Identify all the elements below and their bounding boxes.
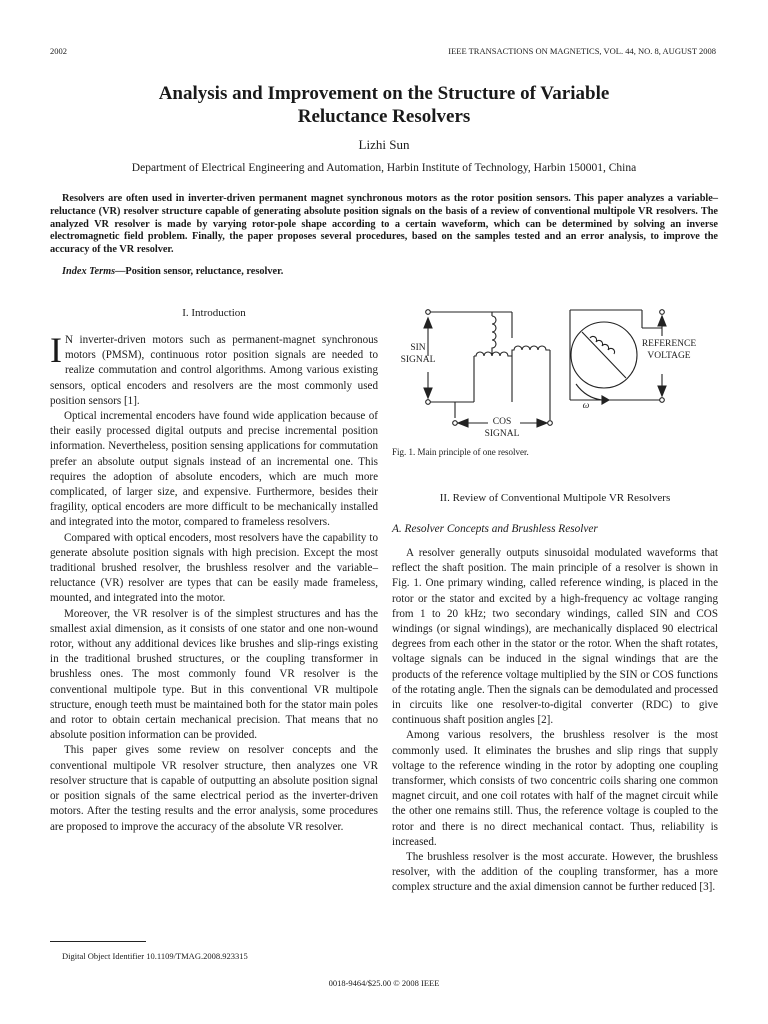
section1-heading: I. Introduction [182, 307, 246, 319]
omega-label: ω [582, 401, 590, 411]
paper-title-line2: Reluctance Resolvers [297, 106, 471, 127]
sin-arrowhead-down [424, 388, 432, 398]
ref-label-2: VOLTAGE [647, 351, 691, 361]
left-column [50, 330, 378, 835]
cos-arrowhead-left [458, 419, 468, 427]
sin-label-2: SIGNAL [400, 355, 436, 365]
copyright-footer: 0018-9464/$25.00 © 2008 IEEE [328, 978, 440, 988]
section2-subheading: A. Resolver Concepts and Brushless Resolver [392, 523, 598, 535]
section2-paragraph-1: A resolver generally outputs sinusoidal modulated waveforms that reflect the shaft position. The main principle of a resolver is shown in Fig. 1. One primary winding, called reference winding, is placed in the rotor or the stator and excited by a high-frequency ac voltage ranging from 1 to 20 kHz; two secondary windings, called SIN and COS windings (or signal windings), are mechanically displaced 90 electrical degrees from each other in the stator or the rotor. When the shaft rotates, voltage signals can be induced in the signal windings that are the products of the reference voltage multiplied by the SIN or COS functions of the rotating angle. Then the signals can be demodulated and processed in circuits like one resolver-to-digital converter (RDC) to give continuous shaft position angles [2]. [392, 547, 718, 727]
section2-paragraph-3: The brushless resolver is the most accurate. However, the brushless resolver, with the addition of the coupling transformer, has a more complex structure and the axial dimension cannot be further reduced [3]. [392, 851, 718, 894]
ref-arrowhead-up [658, 316, 666, 326]
terminal-sin-top [426, 310, 431, 315]
journal-header: IEEE TRANSACTIONS ON MAGNETICS, VOL. 44, NO. 8, AUGUST 2008 [448, 46, 716, 56]
abstract: Resolvers are often used in inverter-driven permanent magnet synchronous motors as the rotor position sensors. This paper analyzes a variable–reluctance (VR) resolver structure capable of generating absolute position signals on the basis of a review of conventional multipole VR resolvers. The analyzed VR resolver is made by varying rotor-pole shape according to a certain waveform, which can be determined by solving an inverse electromagnetic field problem. Finally, the paper proposes several procedures, based on the samples tested and an error analysis, to improve the accuracy of the VR resolver. [50, 193, 718, 256]
figure-1-caption: Fig. 1. Main principle of one resolver. [392, 447, 529, 457]
section1-paragraph-2: Optical incremental encoders have found wide application because of their easily processed digital outputs and precise incremental position information. Nevertheless, position sensing applications for commutation prefer an absolute output signals instead of an incremental one. This requires the adoption of absolute encoders, which are much more complicated, of larger size, and expensive. Furthermore, besides their fragility, optical encoders are more difficult to be mechanically installed and integrated into the motor, compared to frameless resolvers. [50, 410, 378, 529]
section1-paragraph-4: Moreover, the VR resolver is of the simplest structures and has the smallest axial dimension, as it consists of one stator and one non-wound rotor, without any additional devices like brushes and slip-rings existing in the traditional brushed structures, or the coupling transformer in brushless ones. The most commonly found VR resolver is the conventional multipole type. But in this conventional VR multipole structure, enough teeth must be maintained both for the stator main poles and rotor to obtain certain mechanical precision. That means that no absolute position information can be provided. [50, 607, 378, 742]
footnote-rule [50, 941, 146, 942]
figure-1-resolver-diagram [392, 298, 722, 440]
cos-label-2: SIGNAL [484, 429, 520, 439]
rotor-winding [590, 336, 615, 354]
cos-coil [512, 346, 550, 356]
author: Lizhi Sun [358, 137, 410, 152]
sin-arrowhead-up [424, 318, 432, 328]
terminal-sin-bottom [426, 400, 431, 405]
cos-label-1: COS [492, 417, 512, 427]
index-terms [62, 266, 283, 277]
section1-paragraph-1-text: N inverter-driven motors such as permanent-magnet synchronous motors (PMSM), continuous rotor position signals are needed to realize commutation and control algorithms. Among various existing sensors, optical encoders and resolvers are the most commonly used position sensors [1]. [50, 334, 378, 407]
section2-paragraph-2: Among various resolvers, the brushless resolver is the most commonly used. It eliminates the brushes and slip rings that supply voltage to the reference winding in the rotor by adopting one coupling transformer, which consists of two concentric coils sharing one common magnet circuit, and one coil rotates with half of the magnet circuit while the other one remains still. Thus, the reference voltage is coupled to the rotor and there is no direct mechanical contact. Thus, reliability is increased. [392, 729, 718, 848]
rotation-arc [576, 384, 602, 400]
footnote-doi: Digital Object Identifier 10.1109/TMAG.2008.923315 [62, 951, 248, 961]
ref-label-1: REFERENCE [641, 339, 697, 349]
section1-paragraph-3: Compared with optical encoders, most resolvers have the capability to generate absolute position signals with high precision. Except the most traditional brushed resolver, the brushless resolver and the variable–reluctance (VR) resolver are types that can be easily made frameless, mounted, and integrated into the motor. [50, 531, 378, 605]
sin-coil [474, 352, 512, 356]
paper-title-line1: Analysis and Improvement on the Structure of Variable [158, 83, 610, 104]
vertical-coil [492, 316, 496, 356]
section1-paragraph-1 [50, 330, 378, 409]
index-terms-label: Index Terms [62, 266, 116, 277]
terminal-ref-bottom [660, 398, 665, 403]
page-number: 2002 [50, 46, 67, 56]
rotation-arrowhead [602, 396, 609, 404]
index-terms-text: —Position sensor, reluctance, resolver. [115, 266, 284, 277]
section1-paragraph-5: This paper gives some review on resolver concepts and the conventional multipole VR resolver structure, then analyzes one VR resolver structure that is capable of outputting an absolute position signal or position signals of the same electrical period as the inverter-driven motors. After the testing results and the error analysis, some procedures are proposed to improve the accuracy of the absolute VR resolver. [50, 744, 378, 833]
cos-arrowhead-right [537, 419, 547, 427]
ref-arrowhead-down [658, 386, 666, 396]
drop-cap: I [50, 330, 62, 370]
terminal-ref-top [660, 310, 665, 315]
sin-label-1: SIN [410, 343, 426, 353]
section2-heading: II. Review of Conventional Multipole VR Resolvers [439, 492, 671, 504]
right-column [392, 546, 718, 896]
affiliation: Department of Electrical Engineering and Automation, Harbin Institute of Technology, Harbin 150001, China [131, 162, 637, 174]
rotor-axis [582, 332, 626, 378]
